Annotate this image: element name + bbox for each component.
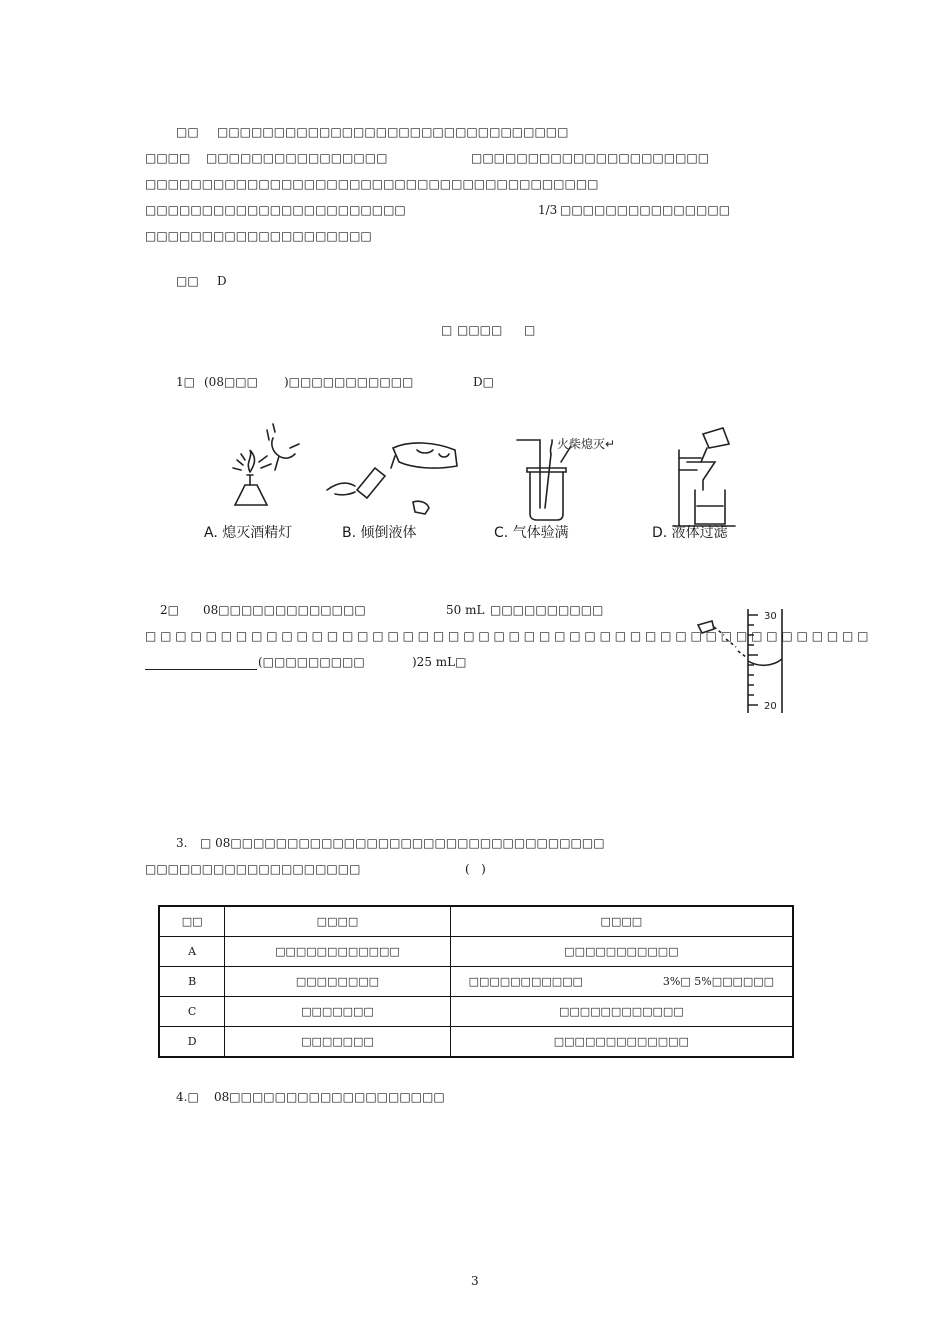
analysis-line-4-right: □□□□□□□□□□□□□□□: [560, 203, 731, 217]
table-cell-key: C: [159, 997, 225, 1027]
q2-paren: (□□□□□□□□□: [258, 655, 365, 669]
table-row: [159, 937, 793, 967]
q1-source: (08□□□: [204, 375, 258, 389]
analysis-line-3: □□□□□□□□□□□□□□□□□□□□□□□□□□□□□□□□□□□□□□□□: [145, 177, 599, 191]
q1-text: )□□□□□□□□□□□: [284, 375, 414, 389]
table-header-cell: □□□□: [450, 906, 793, 937]
alcohol-lamp-icon: [233, 424, 299, 505]
table-row: [159, 1027, 793, 1058]
analysis-label: □□: [176, 125, 199, 139]
table-cell: □□□□□□□□□□□□: [225, 937, 450, 967]
section-title: □□□□: [457, 323, 503, 337]
analysis-line-4-left: □□□□□□□□□□□□□□□□□□□□□□□: [145, 203, 406, 217]
section-bracket-left: □: [441, 323, 453, 337]
table-row: [159, 967, 793, 997]
page-number: 3: [471, 1274, 479, 1288]
cylinder-label-top: 30: [764, 611, 777, 622]
analysis-line-4-fraction: 1/3: [538, 203, 558, 217]
table-cell: □□□□□□□□: [225, 967, 450, 997]
q1-caption-b: B. 倾倒液体: [342, 525, 417, 541]
q3-number: 3.: [176, 836, 188, 850]
q3-paren: ( ): [465, 862, 486, 876]
q2-volume: 50 mL: [446, 603, 485, 617]
section-bracket-right: □: [524, 323, 536, 337]
table-cell: □□□□□□□: [225, 997, 450, 1027]
q1-caption-a: A. 熄灭酒精灯: [204, 525, 293, 541]
table-cell-key: D: [159, 1027, 225, 1058]
q3-line-1: □ 08□□□□□□□□□□□□□□□□□□□□□□□□□□□□□□□□□: [200, 836, 605, 850]
q2-line-1-end: □□□□□□□□□□: [490, 603, 604, 617]
graduated-cylinder-figure: [688, 605, 788, 715]
analysis-line-2-right: □□□□□□□□□□□□□□□□□□□□□: [471, 151, 710, 165]
gas-jar-icon: [517, 440, 571, 520]
answer-label: □□: [176, 274, 199, 288]
table-row: [159, 997, 793, 1027]
options-table: [158, 905, 794, 1058]
q3-line-2: □□□□□□□□□□□□□□□□□□□: [145, 862, 361, 876]
table-cell: □□□□□□□: [225, 1027, 450, 1058]
table-cell-part: 3%□ 5%□□□□□□: [662, 975, 775, 988]
q2-line-1: 08□□□□□□□□□□□□□: [203, 603, 366, 617]
table-header-cell: □□□□: [225, 906, 450, 937]
analysis-line-2-mid: □□□□□□□□□□□□□□□□: [206, 151, 388, 165]
table-cell: □□□□□□□□□□□□□: [450, 1027, 793, 1058]
table-header-row: [159, 906, 793, 937]
pouring-liquid-icon: [327, 443, 457, 514]
table-cell-key: A: [159, 937, 225, 967]
q1-answer: D□: [473, 375, 494, 389]
table-cell: □□□□□□□□□□□: [450, 937, 793, 967]
table-header-cell: □□: [159, 906, 225, 937]
analysis-line-5: □□□□□□□□□□□□□□□□□□□□: [145, 229, 372, 243]
q1-number: 1□: [176, 375, 195, 389]
table-cell-part: □□□□□□□□□□□: [468, 975, 583, 988]
eye-icon: [698, 621, 714, 633]
answer-value: D: [217, 274, 227, 288]
table-cell: [450, 967, 793, 997]
q2-line-2: □ □ □ □ □ □ □ □ □ □ □ □ □ □ □ □ □ □ □ □ □ □ □ □ □ □ □ □ □ □ □ □ □ □ □ □ □ □ □ □ □ □ □ □ □ □ □ □: [145, 629, 869, 643]
cylinder-label-bottom: 20: [764, 701, 777, 712]
table-cell: □□□□□□□□□□□□: [450, 997, 793, 1027]
q4-number: 4.□: [176, 1090, 199, 1104]
q2-blank: [145, 654, 257, 670]
q2-number: 2□: [160, 603, 179, 617]
filtration-icon: [673, 428, 735, 526]
analysis-line-1: □□□□□□□□□□□□□□□□□□□□□□□□□□□□□□□: [217, 125, 569, 139]
q1-label-match: 火柴熄灭↵: [557, 437, 616, 451]
q1-caption-c: C. 气体验满: [494, 525, 569, 541]
q1-caption-d: D. 液体过滤: [652, 525, 728, 541]
analysis-line-2-head: □□□□: [145, 151, 191, 165]
q4-text: 08□□□□□□□□□□□□□□□□□□□: [214, 1090, 445, 1104]
q2-line-3-end: )25 mL□: [412, 655, 467, 669]
table-cell-key: B: [159, 967, 225, 997]
